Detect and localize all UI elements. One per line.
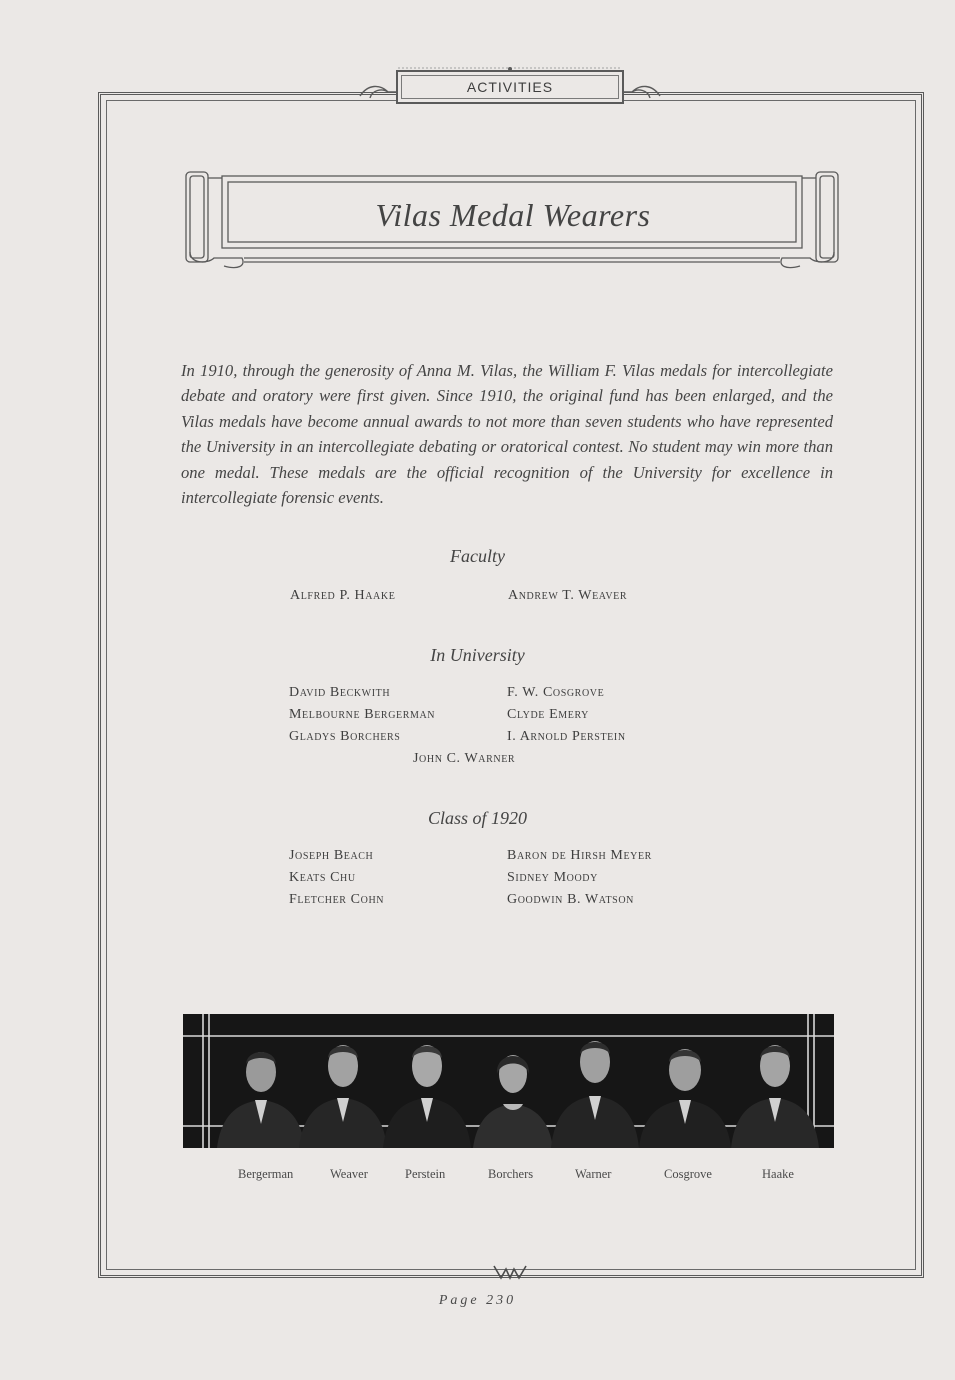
in-university-name: Melbourne Bergerman (289, 707, 436, 722)
faculty-heading: Faculty (450, 546, 505, 566)
class-1920-name: Baron de Hirsh Meyer (507, 848, 652, 863)
page-number: Page 230 (438, 1293, 517, 1308)
in-university-name: Clyde Emery (507, 707, 589, 722)
in-university-name: David Beckwith (289, 685, 391, 700)
class-1920-heading: Class of 1920 (427, 808, 528, 828)
in-university-name: John C. Warner (413, 751, 516, 766)
in-university-heading: In University (430, 645, 525, 665)
section-label: ACTIVITIES (466, 79, 554, 95)
photo-caption: Warner (575, 1167, 612, 1181)
header-section-box (396, 70, 624, 104)
photo-caption: Perstein (405, 1167, 446, 1181)
class-1920-name: Keats Chu (289, 870, 356, 885)
in-university-name: I. Arnold Perstein (507, 729, 626, 744)
photo-caption: Bergerman (238, 1167, 294, 1181)
class-1920-name: Joseph Beach (289, 848, 374, 863)
photo-caption: Borchers (488, 1167, 534, 1181)
page-title: Vilas Medal Wearers (375, 196, 651, 233)
w-emblem-icon (490, 1263, 530, 1281)
group-photo (183, 1014, 834, 1148)
faculty-name: Andrew T. Weaver (508, 588, 628, 603)
in-university-name: F. W. Cosgrove (507, 685, 605, 700)
class-1920-name: Sidney Moody (507, 870, 598, 885)
photo-caption: Weaver (330, 1167, 368, 1181)
photo-caption: Haake (762, 1167, 794, 1181)
in-university-name: Gladys Borchers (289, 729, 401, 744)
faculty-name: Alfred P. Haake (290, 588, 396, 603)
class-1920-name: Fletcher Cohn (289, 892, 385, 907)
photo-caption: Cosgrove (664, 1167, 712, 1181)
class-1920-name: Goodwin B. Watson (507, 892, 634, 907)
intro-paragraph: In 1910, through the generosity of Anna M. Vilas, the William F. Vilas medals for intercollegiate debate and oratory were first given. Since 1910, the original fund has been enlarged, and the Vilas medals have become annual awards to not more than seven students who have represented the University in an intercollegiate debating or oratorical contest. No student may win more than one medal. These medals are the official recognition of the University for excellence in intercollegiate forensic events. (181, 361, 833, 508)
